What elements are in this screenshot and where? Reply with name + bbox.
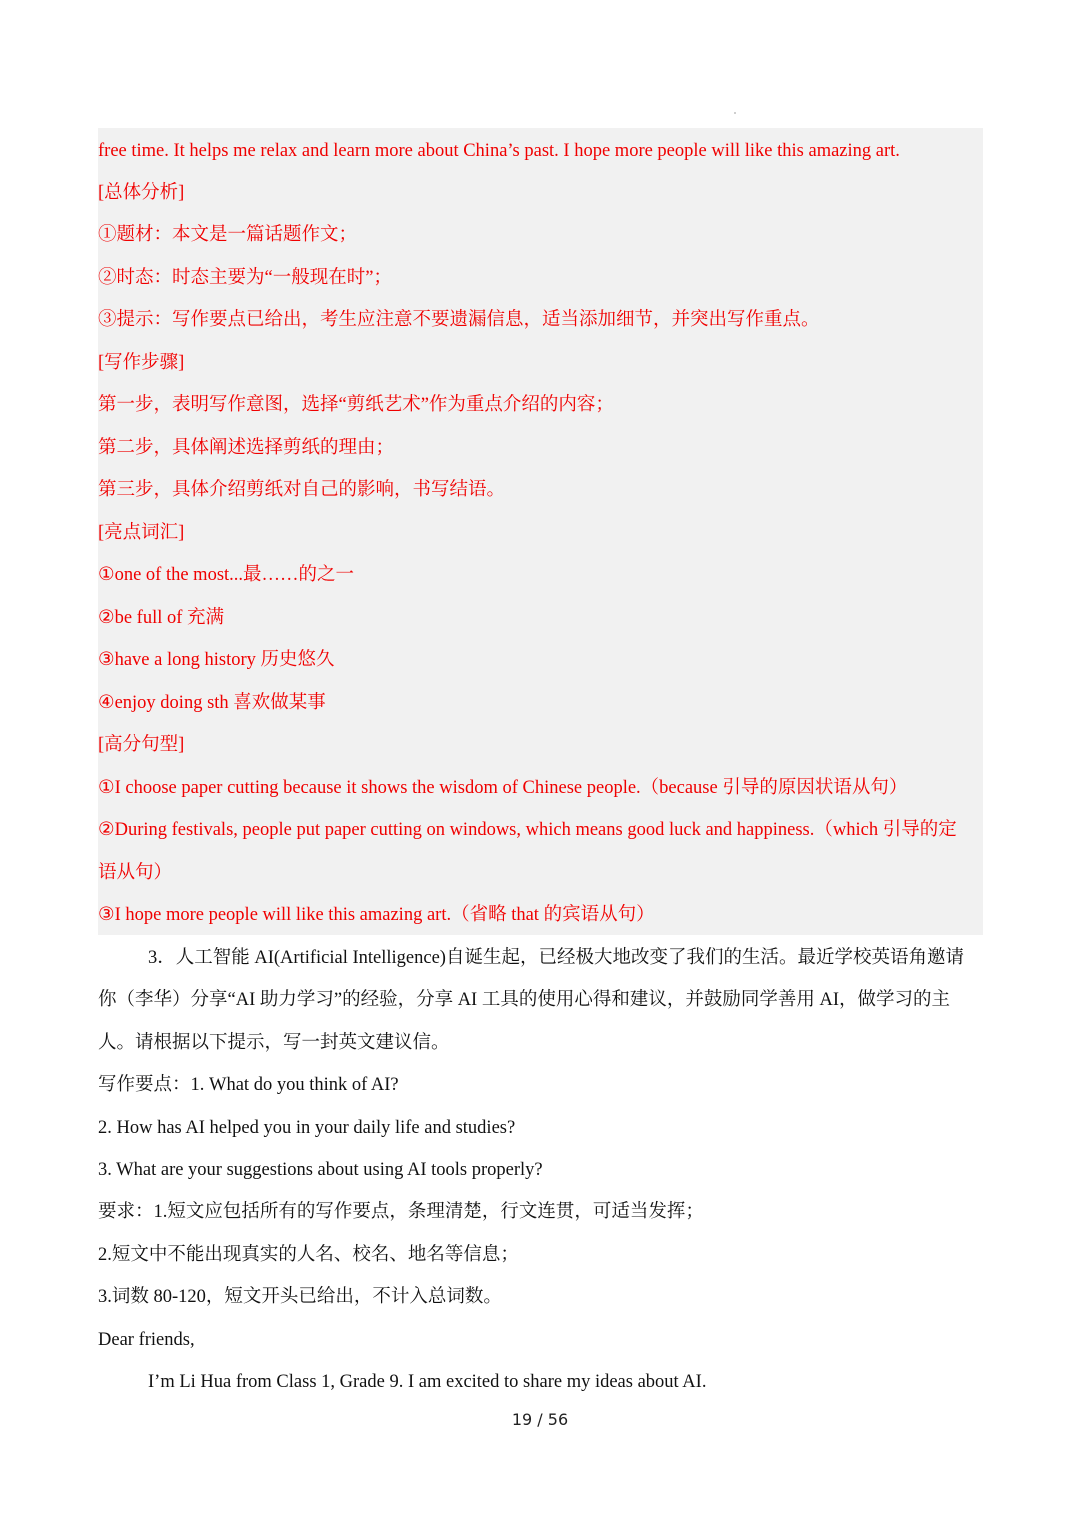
writing-step: 第一步，表明写作意图，选择“剪纸艺术”作为重点介绍的内容； xyxy=(98,395,614,415)
writing-point: 写作要点：1. What do you think of AI? xyxy=(98,1075,399,1095)
analysis-item: ②时态：时态主要为“一般现在时”； xyxy=(98,268,392,288)
vocabulary-item: ②be full of 充满 xyxy=(98,608,225,628)
essay-ending-line: free time. It helps me relax and learn more about China’s past. I hope more people will like this amazing art. xyxy=(98,141,900,161)
writing-point: 3. What are your suggestions about using AI tools properly? xyxy=(98,1160,543,1180)
page-number: 19 / 56 xyxy=(511,1410,569,1429)
requirement-item: 3.词数 80-120，短文开头已给出，不计入总词数。 xyxy=(98,1287,502,1307)
requirement-item: 2.短文中不能出现真实的人名、校名、地名等信息； xyxy=(98,1245,519,1265)
question-3-prompt-continued: 人。请根据以下提示，写一封英文建议信。 xyxy=(98,1033,450,1053)
analysis-item: ③提示：写作要点已给出，考生应注意不要遗漏信息，适当添加细节，并突出写作重点。 xyxy=(98,310,820,330)
page-mark xyxy=(734,112,736,114)
sentence-pattern-item: ①I choose paper cutting because it shows the wisdom of Chinese people.（because 引导的原因状语从句） xyxy=(98,778,908,798)
sentence-pattern-item: ③I hope more people will like this amazing art.（省略 that 的宾语从句） xyxy=(98,905,655,925)
section-heading-overall-analysis: [总体分析] xyxy=(98,183,185,203)
writing-step: 第二步，具体阐述选择剪纸的理由； xyxy=(98,438,395,458)
vocabulary-item: ①one of the most...最……的之一 xyxy=(98,565,355,585)
section-heading-writing-steps: [写作步骤] xyxy=(98,353,185,373)
sentence-pattern-item: ②During festivals, people put paper cutting on windows, which means good luck and happiness.（which 引导的定 xyxy=(98,820,957,840)
writing-point: 2. How has AI helped you in your daily life and studies? xyxy=(98,1118,516,1138)
question-3-prompt-continued: 你（李华）分享“AI 助力学习”的经验，分享 AI 工具的使用心得和建议，并鼓励同学善用 AI，做学习的主 xyxy=(98,990,950,1010)
question-3-prompt: 3．人工智能 AI(Artificial Intelligence)自诞生起，已经极大地改变了我们的生活。最近学校英语角邀请 xyxy=(148,948,964,968)
writing-step: 第三步，具体介绍剪纸对自己的影响，书写结语。 xyxy=(98,480,506,500)
answer-block xyxy=(98,128,983,935)
letter-salutation: Dear friends, xyxy=(98,1330,195,1350)
section-heading-high-score-sentences: [高分句型] xyxy=(98,735,185,755)
sentence-pattern-item-continued: 语从句） xyxy=(98,863,173,883)
section-heading-highlight-vocabulary: [亮点词汇] xyxy=(98,523,185,543)
vocabulary-item: ③have a long history 历史悠久 xyxy=(98,650,335,670)
vocabulary-item: ④enjoy doing sth 喜欢做某事 xyxy=(98,693,326,713)
analysis-item: ①题材：本文是一篇话题作文； xyxy=(98,225,358,245)
letter-opening-sentence: I’m Li Hua from Class 1, Grade 9. I am excited to share my ideas about AI. xyxy=(148,1372,707,1392)
requirement-item: 要求：1.短文应包括所有的写作要点，条理清楚，行文连贯，可适当发挥； xyxy=(98,1202,704,1222)
